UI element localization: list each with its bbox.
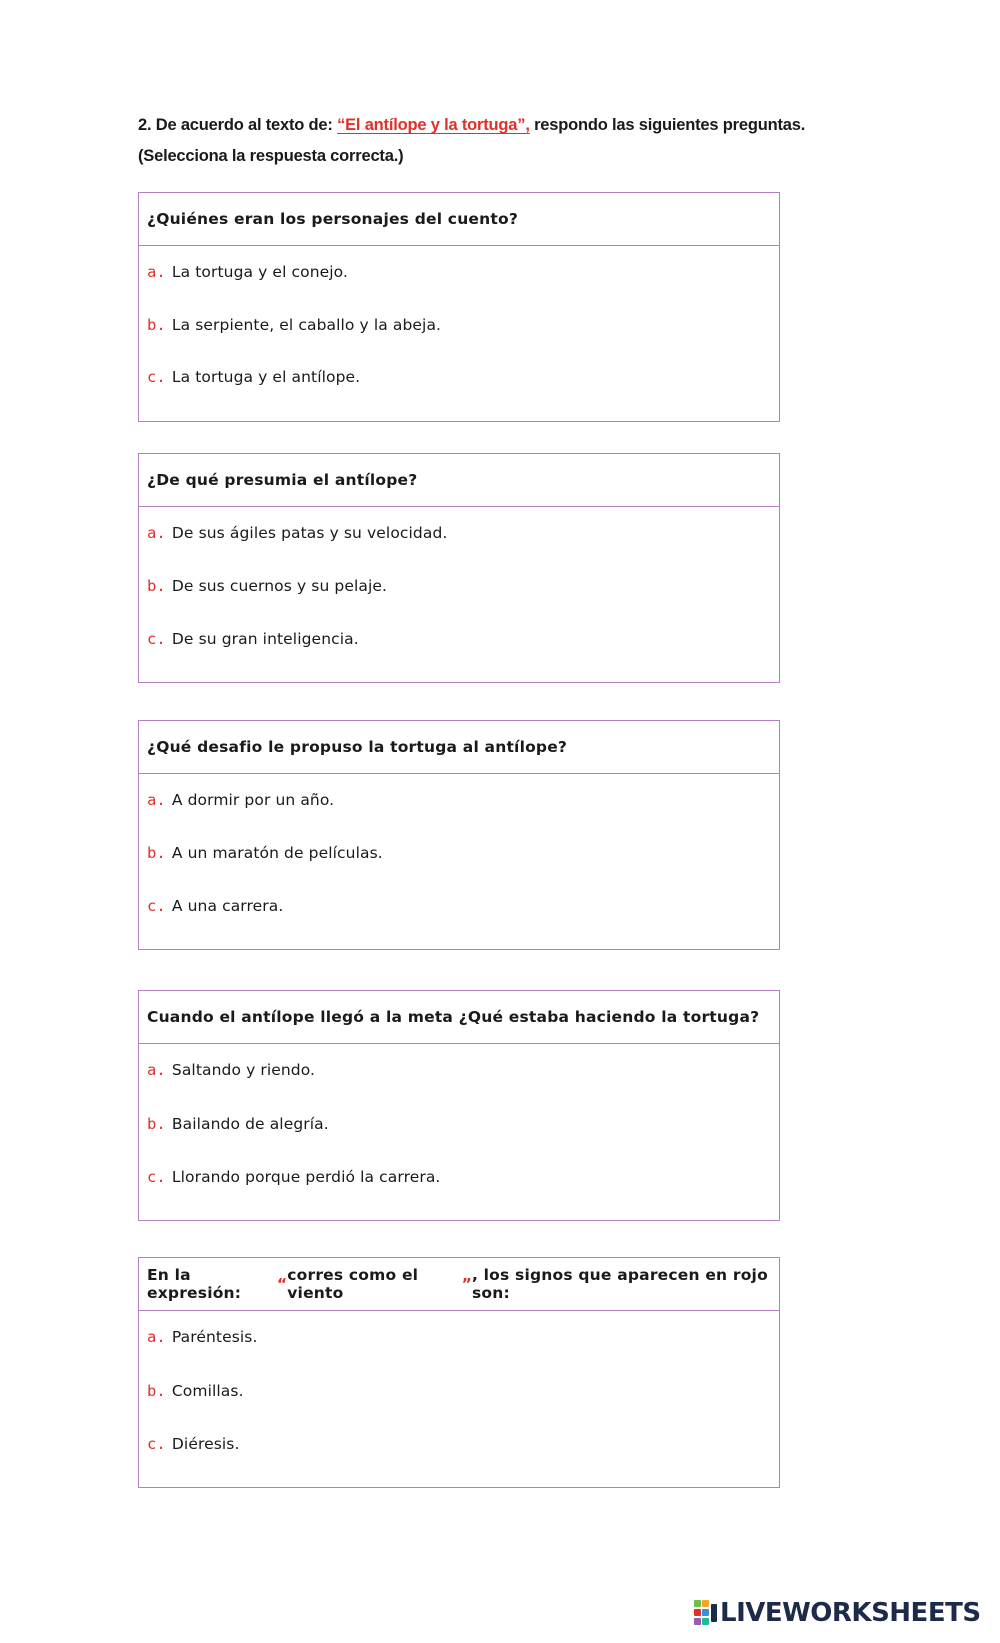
option-text: A una carrera. xyxy=(171,897,284,915)
option-letter: b. xyxy=(147,844,166,862)
option-letter: b. xyxy=(147,1382,166,1400)
option-letter: c. xyxy=(147,897,166,915)
question-text: Cuando el antílope llegó a la meta ¿Qué estaba haciendo la tortuga? xyxy=(139,991,779,1044)
answer-option-b[interactable] xyxy=(147,844,383,862)
instruction-suffix: respondo las siguientes preguntas. (Selecciona la respuesta correcta.) xyxy=(138,116,806,165)
question-text: ¿Qué desafio le propuso la tortuga al antílope? xyxy=(139,721,779,774)
answer-option-c[interactable] xyxy=(147,630,359,648)
option-text: Paréntesis. xyxy=(171,1328,258,1346)
liveworksheets-logo-icon xyxy=(694,1600,718,1626)
answer-option-c[interactable] xyxy=(147,897,283,915)
close-quote: ” xyxy=(461,1275,472,1293)
option-letter: c. xyxy=(147,630,166,648)
question-box-2 xyxy=(138,453,780,683)
option-text: Saltando y riendo. xyxy=(171,1061,316,1079)
option-letter: a. xyxy=(147,1328,166,1346)
option-letter: a. xyxy=(147,263,166,281)
option-letter: b. xyxy=(147,316,166,334)
option-text: La tortuga y el conejo. xyxy=(171,263,349,281)
instruction-text xyxy=(138,110,868,172)
option-text: Llorando porque perdió la carrera. xyxy=(171,1168,441,1186)
answer-option-c[interactable] xyxy=(147,368,360,386)
option-letter: c. xyxy=(147,1435,166,1453)
liveworksheets-logo xyxy=(694,1597,981,1629)
instruction-prefix: 2. De acuerdo al texto de: xyxy=(138,116,338,134)
question-text: ¿De qué presumia el antílope? xyxy=(139,454,779,507)
answer-option-b[interactable] xyxy=(147,316,441,334)
option-letter: b. xyxy=(147,577,166,595)
option-text: De sus cuernos y su pelaje. xyxy=(171,577,388,595)
question-text: ¿Quiénes eran los personajes del cuento? xyxy=(139,193,779,246)
option-text: La tortuga y el antílope. xyxy=(171,368,361,386)
story-title: “El antílope y la tortuga”, xyxy=(337,116,530,134)
answer-option-c[interactable] xyxy=(147,1435,240,1453)
option-letter: c. xyxy=(147,1168,166,1186)
open-quote: “ xyxy=(276,1275,288,1293)
option-letter: c. xyxy=(147,368,166,386)
option-text: De sus ágiles patas y su velocidad. xyxy=(171,524,448,542)
option-letter: b. xyxy=(147,1115,166,1133)
option-text: Bailando de alegría. xyxy=(171,1115,329,1133)
option-letter: a. xyxy=(147,791,166,809)
answer-option-a[interactable] xyxy=(147,263,348,281)
brand-name: LIVEWORKSHEETS xyxy=(720,1598,981,1628)
answer-option-a[interactable] xyxy=(147,1328,258,1346)
quoted-expression: corres como el viento xyxy=(287,1266,419,1302)
question-box-5 xyxy=(138,1257,780,1488)
question-box-1 xyxy=(138,192,780,422)
option-text: Diéresis. xyxy=(171,1435,240,1453)
question-box-3 xyxy=(138,720,780,950)
answer-option-b[interactable] xyxy=(147,1115,329,1133)
option-text: A dormir por un año. xyxy=(171,791,335,809)
option-letter: a. xyxy=(147,524,166,542)
option-text: La serpiente, el caballo y la abeja. xyxy=(171,316,442,334)
option-text: De su gran inteligencia. xyxy=(171,630,359,648)
question-box-4 xyxy=(138,990,780,1221)
question-text xyxy=(139,1258,779,1311)
answer-option-c[interactable] xyxy=(147,1168,440,1186)
answer-option-a[interactable] xyxy=(147,1061,315,1079)
option-letter: a. xyxy=(147,1061,166,1079)
option-text: Comillas. xyxy=(171,1382,244,1400)
answer-option-a[interactable] xyxy=(147,524,447,542)
answer-option-b[interactable] xyxy=(147,1382,244,1400)
answer-option-b[interactable] xyxy=(147,577,387,595)
option-text: A un maratón de películas. xyxy=(171,844,383,862)
question-text-after: , los signos que aparecen en rojo son: xyxy=(471,1266,768,1302)
answer-option-a[interactable] xyxy=(147,791,334,809)
question-text-before: En la expresión: xyxy=(147,1266,242,1302)
